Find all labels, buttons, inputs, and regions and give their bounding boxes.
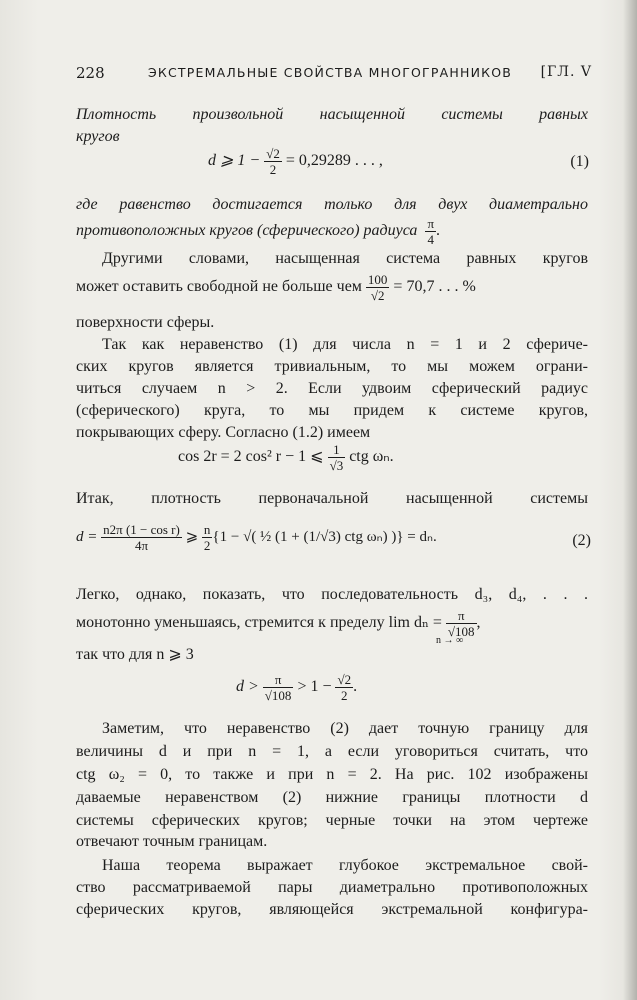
eq1-num: √2 <box>266 146 280 161</box>
eq2-mid: ⩾ <box>181 528 202 545</box>
page-spine-shadow <box>623 0 637 1000</box>
equation-2 <box>76 522 437 553</box>
eq3-den: √108 <box>264 688 292 703</box>
running-title: ЭКСТРЕМАЛЬНЫЕ СВОЙСТВА МНОГОГРАННИКОВ <box>148 65 513 80</box>
eq3-end: . <box>353 678 358 696</box>
radius-num: π <box>427 216 435 231</box>
para6-line-2: ство рассматриваемой пары диаметрально противоположных <box>76 879 588 896</box>
para6-line-1: Наша теорема выражает глубокое экстремальное свой- <box>102 857 588 874</box>
para1-line-3: поверхности сферы. <box>76 314 215 331</box>
para1-fraction <box>366 272 390 303</box>
theorem-cont-1 <box>76 194 588 216</box>
para3-line-1: Итак, плотность первоначальной насыщенной системы <box>76 490 588 507</box>
para4-line-3: так что для n ⩾ 3 <box>76 646 194 663</box>
theorem-text: кругов <box>76 128 120 145</box>
eq3-fraction-2 <box>335 672 353 703</box>
running-header <box>76 64 592 86</box>
para2-line-2: ских кругов является тривиальным, то мы можем ограни- <box>76 358 588 375</box>
para6-line-3: сферических кругов, являющейся экстремальной конфигура- <box>76 901 588 918</box>
para1-line-2 <box>76 272 588 308</box>
eq2-num1: n2π (1 − cos r) <box>103 522 180 537</box>
theorem-text: Плотность произвольной насыщенной системы равных <box>76 106 588 123</box>
theorem-cont-2: противоположных кругов (сферического) радиуса $\frac{\pi}{4}$ . <box>76 216 441 247</box>
eq1-fraction <box>264 146 282 177</box>
eqcos-fraction <box>328 442 346 473</box>
para4-frac-num: π <box>446 608 477 624</box>
page-number: 228 <box>76 64 105 82</box>
radius-den: 4 <box>427 232 434 247</box>
eqcos-num: 1 <box>328 442 346 458</box>
eq1-rhs: = 0,29289 . . . , <box>281 152 383 170</box>
eq1-lhs: d ⩾ 1 − <box>208 152 265 170</box>
theorem-line-1 <box>76 104 588 126</box>
para1-frac-den: √2 <box>370 288 385 303</box>
equation-1 <box>208 146 383 177</box>
eq3-mid: > 1 − <box>293 678 336 696</box>
para1-percent: = 70,7 . . . % <box>393 278 476 296</box>
para5-line-5: системы сферических кругов; черные точки на этом чертеже <box>76 812 588 829</box>
para5-line-4: даваемые неравенством (2) нижние границы плотности d <box>76 789 588 806</box>
para4-line-1: Легко, однако, показать, что последовательность d₃, d₄, . . . <box>76 586 588 603</box>
radius-fraction <box>425 216 436 247</box>
para4-frac-den: √108 <box>447 624 475 639</box>
para2-line-3: читься случаем n > 2. Если удвоим сферический радиус <box>76 380 588 397</box>
eq3-lhs: d > <box>236 678 263 696</box>
eq3-den2: 2 <box>341 688 348 703</box>
eq2-den2: 2 <box>203 538 211 553</box>
eq1-den: 2 <box>269 162 277 177</box>
para1-text: может оставить свободной не больше чем <box>76 278 362 296</box>
para1-frac-num: 100 <box>367 272 388 287</box>
eq2-fraction-2 <box>202 522 213 553</box>
theorem-text: где равенство достигается только для двух диаметрально <box>76 196 588 213</box>
eqcos-lhs: cos 2r = 2 cos² r − 1 ⩽ <box>178 448 328 466</box>
theorem-text: противоположных кругов (сферического) радиуса <box>76 222 418 240</box>
eq2-num2: n <box>203 522 211 537</box>
para4-text: монотонно уменьшаясь, стремится к пределу lim dₙ = <box>76 614 442 632</box>
chapter-label: [ГЛ. V <box>540 64 592 80</box>
para5-line-1: Заметим, что неравенство (2) дает точную границу для <box>102 720 588 737</box>
eq2-brace: {1 − √( ½ (1 + (1/√3) ctg ωₙ) )} = dₙ. <box>212 528 437 545</box>
equation-2-tag: (2) <box>572 532 591 549</box>
para5-line-6: отвечают точным границам. <box>76 833 268 850</box>
eq2-fraction-1 <box>101 522 182 553</box>
eq2-den1: 4π <box>134 538 149 553</box>
equation-1-tag: (1) <box>570 153 589 170</box>
eqcos-rhs: ctg ωₙ. <box>345 448 394 466</box>
eqcos-den: √3 <box>329 458 344 473</box>
para2-line-5: покрывающих сферу. Согласно (1.2) имеем <box>76 424 371 441</box>
eq3-num2: √2 <box>337 672 352 687</box>
para2-line-1: Так как неравенство (1) для числа n = 1 и 2 сфериче- <box>102 336 588 353</box>
equation-cos <box>178 442 394 473</box>
para1-line-1: Другими словами, насыщенная система равных кругов <box>102 250 588 267</box>
para4-line-2: монотонно уменьшаясь, стремится к пределу lim dₙ = $\frac{\pi}{√108}$ , <box>76 608 481 639</box>
eq3-fraction-1 <box>263 672 294 703</box>
para2-line-4: (сферического) круга, то мы придем к системе кругов, <box>76 402 588 419</box>
eq2-lhs: d = <box>76 528 102 545</box>
equation-3 <box>236 672 357 703</box>
para5-line-2: величины d и при n = 1, а если уговориться считать, что <box>76 743 588 760</box>
lim-subscript: n → ∞ <box>436 635 464 646</box>
eq3-num: π <box>263 672 294 688</box>
para5-line-3: ctg ω₂ = 0, то также и при n = 2. На рис. 102 изображены <box>76 766 588 783</box>
